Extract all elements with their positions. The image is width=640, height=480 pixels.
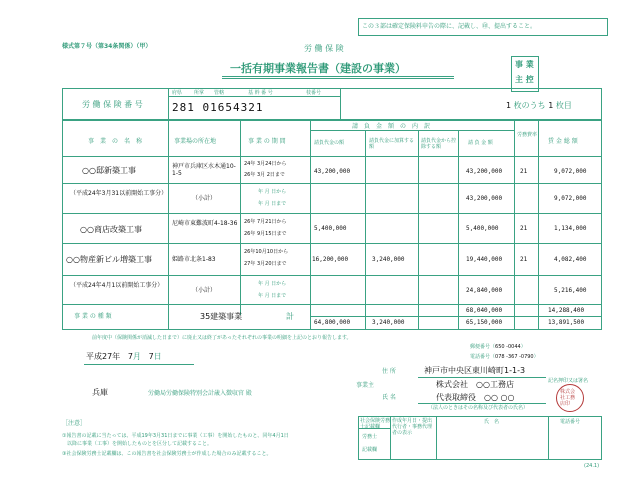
row5-amount: 24,840,000 [466,287,503,294]
total-addition: 3,240,000 [372,319,405,326]
row3-location: 尼崎市東難波町4-18-36 [172,220,238,227]
row1-wage: 9,072,000 [554,168,587,175]
address-label: 住 所 [382,368,396,375]
sharoshi-col4: 電話番号 [560,419,581,425]
row2-location: （小計） [192,195,217,202]
seal-note: 記名押印又は署名 [548,378,589,384]
business-kind-value: 35建築事業 [200,312,243,321]
total-label: 計 [286,312,294,321]
row4-period-end: 27年 3月20日まで [244,261,287,267]
row2-name: （平成24年3月31以前開始工事分） [70,190,168,197]
col-header-sub3: 請負代金から控除する額 [421,138,457,150]
row4-rate: 21 [520,256,528,263]
col-header-wage: 賃 金 総 額 [548,138,578,145]
page-info: 1 枚のうち 1 枚目 [506,101,572,110]
row3-contract: 5,400,000 [314,225,347,232]
jigyo-label: 事業主 [356,382,375,389]
row2-amount: 43,200,000 [466,195,503,202]
insurance-sub-2: 所掌 [194,90,205,96]
col-header-location: 事業場の所在地 [174,138,217,145]
insurance-number-digits: 281 01654321 [172,101,264,114]
name-label: 氏 名 [382,394,396,401]
row5-wage: 5,216,400 [554,287,587,294]
row2-period-end: 年 月 日まで [258,201,287,207]
row1-name: ○○邸新築工事 [82,166,136,175]
total-amount-2: 65,150,000 [466,319,503,326]
row5-name: （平成24年4月1以前開始工事分） [70,282,164,289]
col-header-sub2: 請負代金に加算する額 [369,138,415,150]
report-note: 前年度中（保険関係が消滅した日まで）に廃止又は終了があったそれぞれの事業の明細を上記のとおり報告します。 [92,335,352,341]
sharoshi-col3: 氏 名 [484,419,500,425]
total-amount-1: 68,040,000 [466,307,503,314]
row1-contract: 43,200,000 [314,168,351,175]
phone-number: 電話番号（078 -367 -0790） [470,354,539,360]
row4-amount: 19,440,000 [466,256,503,263]
business-kind-label: 事 業 の 種 類 [74,313,112,320]
notes-title: ［注意］ [62,420,87,427]
row3-period-start: 26年 7月21日から [244,219,287,225]
row3-name: ○○商店改築工事 [80,225,142,234]
row2-wage: 9,072,000 [554,195,587,202]
address-value: 神戸市中央区東川崎町1-1-3 [424,366,526,375]
row3-wage: 1,134,000 [554,225,587,232]
row1-period-end: 26年 3月 2日まで [244,172,285,178]
note-3: ③社会保険労務士記載欄は、この報告書を社会保険労務士が作成した場合のみ記載すること。 [62,451,272,457]
row5-period-end: 年 月 日まで [258,293,287,299]
jigyo-nushi-line2: 主 控 [515,75,534,84]
insurance-sub-1: 府県 [172,90,183,96]
row5-period-start: 年 月 日から [258,281,287,287]
col-header-sub4: 請 負 金 額 [468,140,493,146]
seal-text: 株式会社工務店印 [560,389,576,407]
header-label: 労 働 保 険 [304,44,344,53]
row4-period-start: 26年10月10日から [244,249,289,255]
row3-amount: 5,400,000 [466,225,499,232]
row1-location: 神戸市兵庫区水木通10-1-5 [172,163,236,177]
row1-rate: 21 [520,168,528,175]
row4-name: ○○物産新ビル増築工事 [66,255,152,264]
insurance-sub-3: 管轄 [214,90,225,96]
col-header-period: 事 業 の 期 間 [248,138,286,145]
row3-period-end: 26年 9月15日まで [244,231,287,237]
col-header-contract: 請 負 金 額 の 内 訳 [352,123,431,130]
col-header-rate: 労務費率 [517,132,538,138]
row1-period-start: 24年 3月24日から [244,161,287,167]
sharoshi-col1: 社会保険労務士記載欄 [360,418,391,430]
note-1: ①報告書の記載に当たっては、平成19年3月31日までに事業（工事）を開始したものと、同年4月1日 [62,433,289,439]
sharoshi-col2: 作成年月日・提出代行者・事務代理者の表示 [392,418,433,436]
insurance-number-label: 労 働 保 険 番 号 [82,100,143,109]
addressee: 労働局労働保険特別会計歳入徴収官 殿 [148,390,252,397]
corp-note: （法人のときはその名称及び代表者の氏名） [428,405,529,411]
page-title: 一括有期事業報告書（建設の事業） [230,62,406,75]
report-date: 平成27年 7月 7日 [86,352,162,361]
representative-name: 代表取締役 ○○ ○○ [436,393,515,402]
row4-addition: 3,240,000 [372,256,405,263]
note-2: 以降に事業（工事）を開始したものとを区分して記載すること。 [62,441,213,447]
row4-contract: 16,200,000 [312,256,349,263]
insurance-sub-4: 基 幹 番 号 [248,90,273,96]
postal-code: 郵便番号（650 -0044） [470,344,526,350]
row1-amount: 43,200,000 [466,168,503,175]
top-note-text: この３部は確定保険料申告の際に、記載し、㊞、提出すること。 [362,23,537,30]
insurance-sub-5: 枝番号 [306,90,322,96]
total-contract: 64,800,000 [314,319,351,326]
company-name: 株式会社 ○○工務店 [436,380,514,389]
total-wage-2: 13,891,500 [548,319,585,326]
prefecture: 兵庫 [92,388,108,397]
row3-rate: 21 [520,225,528,232]
sharoshi-row2: 記載欄 [362,447,378,453]
row5-location: （小計） [192,287,217,294]
row4-wage: 4,082,400 [554,256,587,263]
form-code: (24.1) [584,463,600,469]
col-header-sub1: 請負代金の額 [314,140,345,146]
sharoshi-row1: 労務士 [362,434,378,440]
row4-location: 姫路市北条1-83 [172,256,216,263]
jigyo-nushi-line1: 事 業 [515,60,534,69]
form-number: 様式第７号（第34条関係）（甲） [62,43,152,50]
total-wage-1: 14,288,400 [548,307,585,314]
col-header-name: 事 業 の 名 称 [88,138,143,145]
row2-period-start: 年 月 日から [258,189,287,195]
